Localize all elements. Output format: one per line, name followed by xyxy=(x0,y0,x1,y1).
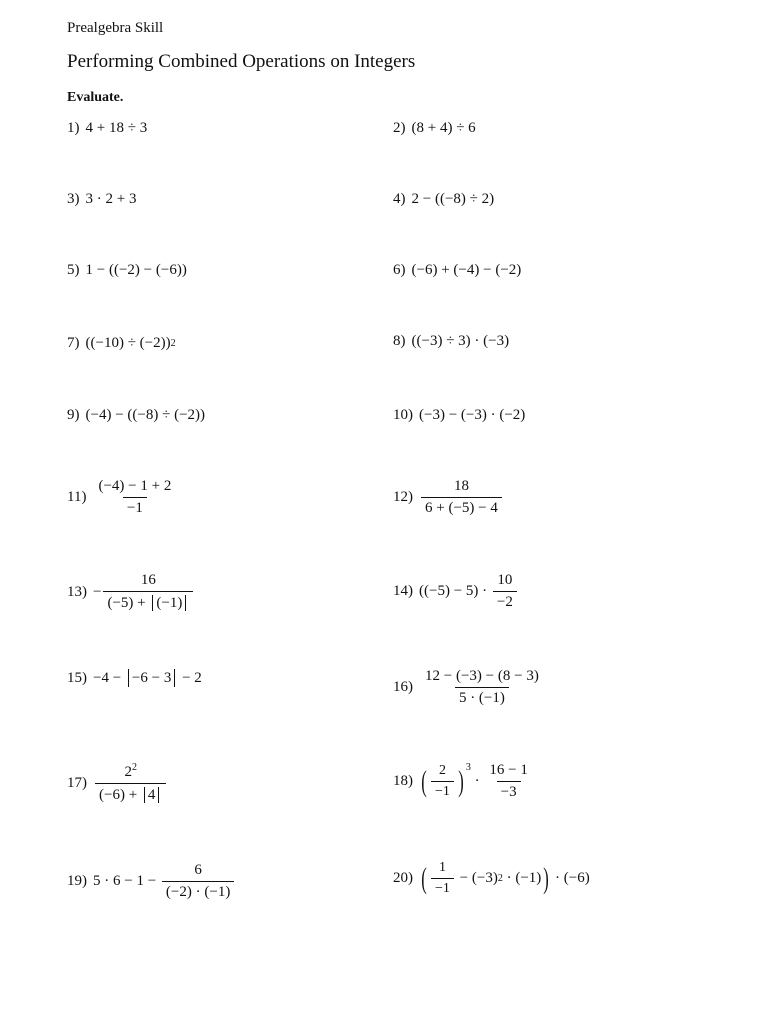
problem-expression: 1 − ((−2) − (−6)) xyxy=(85,262,187,278)
problem-18 xyxy=(393,762,534,801)
problem-8 xyxy=(393,333,509,350)
worksheet-title: Performing Combined Operations on Integers xyxy=(67,51,416,72)
problem-expression: 2 − ((−8) ÷ 2) xyxy=(411,191,495,207)
problem-number: 15) xyxy=(67,669,87,686)
fraction xyxy=(421,478,502,517)
problem-5 xyxy=(67,262,187,279)
problem-number: 10) xyxy=(393,407,413,423)
fraction xyxy=(493,572,517,611)
right-paren: ) xyxy=(458,764,464,798)
problem-2 xyxy=(393,120,476,137)
numerator: (−4) − 1 + 2 xyxy=(98,478,172,494)
expression-suffix: · (−6) xyxy=(551,870,590,886)
problem-13 xyxy=(67,572,195,612)
exponent: 3 xyxy=(465,762,471,773)
fraction xyxy=(103,572,193,612)
negative-sign: − xyxy=(93,583,102,600)
denominator: −1 xyxy=(123,497,147,517)
problem-3 xyxy=(67,191,136,208)
expression-part: · (−1) xyxy=(502,870,542,886)
expression-suffix: − 2 xyxy=(178,669,202,686)
problem-17 xyxy=(67,762,168,804)
denominator: 6 + (−5) − 4 xyxy=(421,497,502,517)
expression-part: − (−3) xyxy=(455,870,498,886)
problem-11 xyxy=(67,478,177,517)
left-paren: ( xyxy=(421,861,427,895)
problem-number: 13) xyxy=(67,583,87,600)
fraction xyxy=(431,763,454,800)
problem-number: 11) xyxy=(67,489,87,505)
problem-expression: ((−10) ÷ (−2)) xyxy=(85,335,171,351)
exponent: 2 xyxy=(131,762,137,773)
problem-1 xyxy=(67,120,147,137)
numerator xyxy=(120,762,141,783)
denominator: (−2) · (−1) xyxy=(162,881,234,901)
problem-expression: (−6) + (−4) − (−2) xyxy=(411,262,522,278)
numerator-base: 2 xyxy=(124,764,132,780)
problem-6 xyxy=(393,262,521,279)
fraction xyxy=(431,860,454,897)
denominator xyxy=(95,783,166,804)
problem-4 xyxy=(393,191,494,208)
exponent: 2 xyxy=(497,873,503,884)
problem-number: 19) xyxy=(67,873,87,889)
problem-number: 6) xyxy=(393,262,406,278)
problem-number: 1) xyxy=(67,120,80,136)
problem-9 xyxy=(67,407,205,424)
expression-prefix: −4 − xyxy=(93,669,125,686)
problem-12 xyxy=(393,478,504,517)
right-paren: ) xyxy=(543,861,550,895)
numerator: 1 xyxy=(438,860,446,875)
numerator: 16 − 1 xyxy=(489,762,528,778)
instructions: Evaluate. xyxy=(67,90,124,105)
problem-number: 17) xyxy=(67,774,87,791)
problem-number: 12) xyxy=(393,489,413,505)
problem-expression: 4 + 18 ÷ 3 xyxy=(85,120,148,136)
denominator: −1 xyxy=(431,781,454,800)
fraction xyxy=(95,762,166,804)
denominator: −1 xyxy=(431,878,454,897)
problem-number: 9) xyxy=(67,407,80,423)
absolute-value: 4 xyxy=(144,787,160,803)
problem-number: 5) xyxy=(67,262,80,278)
subject-label: Prealgebra Skill xyxy=(67,20,164,36)
problem-20 xyxy=(393,860,590,897)
problem-15 xyxy=(67,669,202,687)
problem-expression: 3 · 2 + 3 xyxy=(85,191,137,207)
problem-expression: (−3) − (−3) · (−2) xyxy=(419,407,526,423)
numerator: 10 xyxy=(497,572,513,588)
denominator: −2 xyxy=(493,591,517,611)
absolute-value: −6 − 3 xyxy=(128,669,175,687)
problem-number: 16) xyxy=(393,679,413,695)
fraction xyxy=(421,668,543,707)
problem-expression: (8 + 4) ÷ 6 xyxy=(411,120,476,136)
denominator-part: (−5) + xyxy=(107,595,150,611)
problem-number: 3) xyxy=(67,191,80,207)
denominator: −3 xyxy=(497,781,521,801)
fraction xyxy=(162,862,234,901)
exponent: 2 xyxy=(170,338,176,349)
problem-number: 8) xyxy=(393,333,406,349)
expression-prefix: 5 · 6 − 1 − xyxy=(93,873,160,889)
expression-prefix: ((−5) − 5) · xyxy=(419,583,491,599)
problem-number: 7) xyxy=(67,335,80,351)
numerator: 2 xyxy=(438,763,446,778)
problem-expression: ((−3) ÷ 3) · (−3) xyxy=(411,333,510,349)
numerator: 18 xyxy=(453,478,469,494)
numerator: 6 xyxy=(194,862,202,878)
problem-14 xyxy=(393,572,519,611)
numerator: 12 − (−3) − (8 − 3) xyxy=(425,668,539,684)
left-paren: ( xyxy=(421,764,427,798)
denominator: 5 · (−1) xyxy=(455,687,509,707)
problem-number: 18) xyxy=(393,773,413,789)
problem-7 xyxy=(67,335,176,352)
problem-number: 20) xyxy=(393,870,413,886)
denominator xyxy=(103,591,193,612)
denominator-part: (−6) + xyxy=(99,787,141,803)
problem-16 xyxy=(393,668,545,707)
fraction xyxy=(485,762,531,801)
problem-19 xyxy=(67,862,236,901)
problem-10 xyxy=(393,407,525,424)
problem-expression: (−4) − ((−8) ÷ (−2)) xyxy=(85,407,206,423)
problem-number: 4) xyxy=(393,191,406,207)
absolute-value: (−1) xyxy=(152,595,186,611)
problem-number: 2) xyxy=(393,120,406,136)
numerator: 16 xyxy=(140,572,156,588)
fraction xyxy=(94,478,175,517)
problem-number: 14) xyxy=(393,583,413,599)
operator: · xyxy=(470,773,484,789)
